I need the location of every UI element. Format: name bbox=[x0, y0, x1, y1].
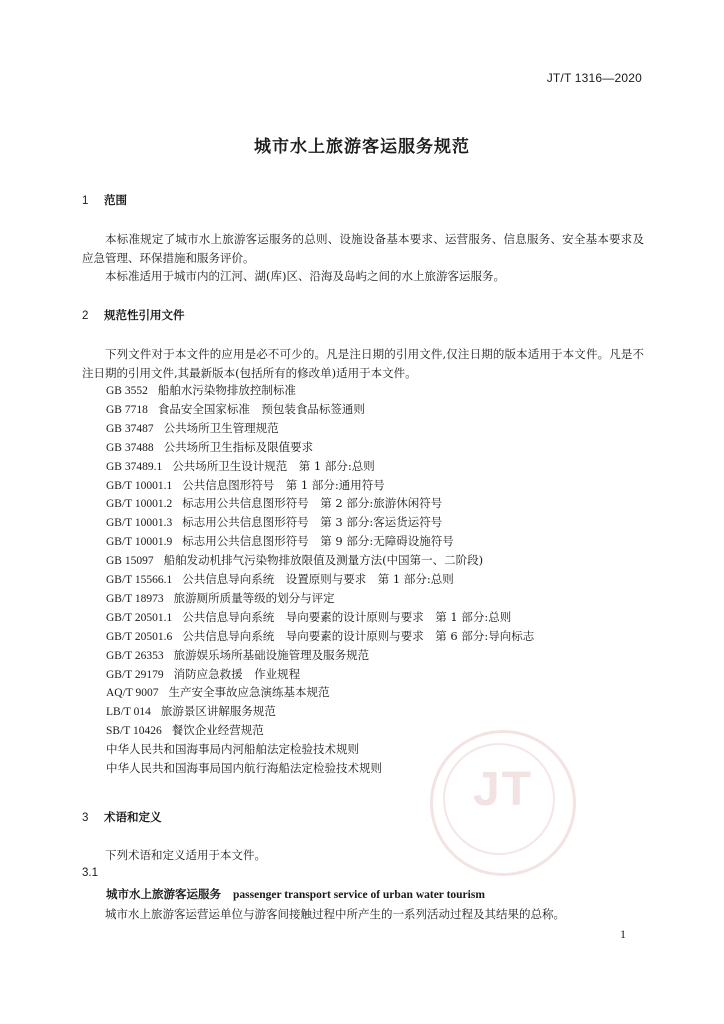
reference-code: LB/T 014 bbox=[106, 706, 151, 719]
section-title: 范围 bbox=[104, 193, 127, 207]
paragraph: 下列术语和定义适用于本文件。 bbox=[105, 848, 266, 862]
reference-item bbox=[106, 609, 511, 625]
reference-item bbox=[106, 458, 375, 474]
reference-title: 船舶发动机排气污染物排放限值及测量方法(中国第一、二阶段) bbox=[163, 553, 484, 568]
section-title: 规范性引用文件 bbox=[104, 308, 185, 322]
reference-title: 中华人民共和国海事局国内航行海船法定检验技术规则 bbox=[106, 761, 382, 775]
section-number: 3 bbox=[82, 812, 89, 824]
reference-title: 标志用公共信息图形符号 第 9 部分:无障碍设施符号 bbox=[182, 534, 454, 549]
reference-item bbox=[106, 571, 454, 587]
reference-item bbox=[106, 722, 264, 738]
reference-item bbox=[106, 552, 483, 568]
reference-title: 标志用公共信息图形符号 第 2 部分:旅游休闲符号 bbox=[182, 496, 443, 511]
reference-item bbox=[106, 477, 385, 493]
reference-item bbox=[106, 741, 359, 757]
reference-code: GB 37488 bbox=[106, 441, 154, 454]
reference-code: GB 37487 bbox=[106, 422, 154, 435]
reference-code: GB/T 26353 bbox=[106, 649, 164, 662]
reference-code: GB 15097 bbox=[106, 555, 154, 568]
reference-code: GB/T 10001.3 bbox=[106, 517, 173, 530]
section-number: 1 bbox=[82, 195, 89, 207]
reference-title: 餐饮企业经营规范 bbox=[171, 723, 264, 738]
reference-code: GB/T 18973 bbox=[106, 592, 164, 605]
reference-item bbox=[106, 382, 296, 398]
reference-code: GB/T 15566.1 bbox=[106, 574, 173, 586]
reference-title: 消防应急救援 作业规程 bbox=[173, 666, 301, 681]
term-heading bbox=[106, 886, 485, 902]
reference-title: 公共场所卫生设计规范 第 1 部分:总则 bbox=[172, 458, 375, 473]
term-number: 3.1 bbox=[82, 867, 98, 879]
section-heading bbox=[82, 307, 185, 323]
reference-code: GB/T 20501.6 bbox=[106, 630, 173, 643]
reference-title: 船舶水污染物排放控制标准 bbox=[157, 383, 296, 397]
reference-item bbox=[106, 401, 365, 417]
reference-title: 公共场所卫生指标及限值要求 bbox=[163, 439, 314, 454]
term-en: passenger transport service of urban water tourism bbox=[233, 889, 485, 901]
section-heading bbox=[82, 192, 127, 208]
reference-item bbox=[106, 495, 442, 511]
reference-code: GB 3552 bbox=[106, 385, 148, 397]
standard-number: JT/T 1316—2020 bbox=[546, 71, 642, 85]
reference-title: 旅游景区讲解服务规范 bbox=[160, 704, 276, 719]
reference-item bbox=[106, 647, 369, 663]
reference-title: 旅游娱乐场所基础设施管理及服务规范 bbox=[173, 647, 370, 662]
reference-title: 公共信息导向系统 设置原则与要求 第 1 部分:总则 bbox=[182, 572, 454, 586]
reference-code: AQ/T 9007 bbox=[106, 687, 159, 700]
reference-code: GB/T 29179 bbox=[106, 668, 164, 681]
reference-title: 食品安全国家标准 预包装食品标签通则 bbox=[157, 401, 365, 416]
reference-code: SB/T 10426 bbox=[106, 725, 162, 738]
reference-title: 中华人民共和国海事局内河船舶法定检验技术规则 bbox=[106, 742, 359, 757]
reference-item bbox=[106, 590, 335, 606]
reference-item bbox=[106, 628, 534, 644]
reference-item bbox=[106, 533, 454, 549]
reference-title: 标志用公共信息图形符号 第 3 部分:客运货运符号 bbox=[182, 515, 443, 530]
reference-item bbox=[106, 514, 442, 530]
reference-title: 公共信息图形符号 第 1 部分:通用符号 bbox=[182, 477, 385, 492]
reference-title: 公共信息导向系统 导向要素的设计原则与要求 第 1 部分:总则 bbox=[182, 609, 512, 624]
reference-code: GB/T 10001.2 bbox=[106, 498, 173, 511]
section-number: 2 bbox=[82, 310, 89, 322]
reference-title: 旅游厕所质量等级的划分与评定 bbox=[173, 590, 335, 605]
paragraph: 下列文件对于本文件的应用是必不可少的。凡是注日期的引用文件,仅注日期的版本适用于本文件。凡是不注日期的引用文件,其最新版本(包括所有的修改单)适用于本文件。 bbox=[82, 347, 644, 380]
reference-item bbox=[106, 420, 279, 436]
reference-code: GB 7718 bbox=[106, 403, 148, 416]
reference-title: 公共信息导向系统 导向要素的设计原则与要求 第 6 部分:导向标志 bbox=[182, 628, 535, 643]
section-title: 术语和定义 bbox=[104, 810, 162, 824]
reference-item bbox=[106, 703, 276, 719]
reference-item bbox=[106, 666, 300, 682]
paragraph: 本标准适用于城市内的江河、湖(库)区、沿海及岛屿之间的水上旅游客运服务。 bbox=[105, 269, 505, 283]
reference-title: 生产安全事故应急演练基本规范 bbox=[168, 685, 330, 700]
watermark-logo: JT bbox=[472, 763, 533, 816]
reference-title: 公共场所卫生管理规范 bbox=[163, 420, 279, 435]
reference-code: GB/T 10001.9 bbox=[106, 536, 173, 549]
reference-code: GB/T 10001.1 bbox=[106, 479, 173, 492]
reference-item bbox=[106, 684, 330, 700]
paragraph: 本标准规定了城市水上旅游客运服务的总则、设施设备基本要求、运营服务、信息服务、安全基本要求及应急管理、环保措施和服务评价。 bbox=[82, 232, 644, 265]
page-number: 1 bbox=[620, 927, 626, 941]
reference-code: GB/T 20501.1 bbox=[106, 611, 173, 624]
reference-item bbox=[106, 760, 382, 776]
reference-item bbox=[106, 439, 313, 455]
term-definition: 城市水上旅游客运营运单位与游客间接触过程中所产生的一系列活动过程及其结果的总称。 bbox=[105, 907, 565, 921]
page-title: 城市水上旅游客运服务规范 bbox=[254, 137, 470, 157]
term-zh: 城市水上旅游客运服务 bbox=[106, 887, 221, 901]
section-heading bbox=[82, 809, 162, 825]
reference-code: GB 37489.1 bbox=[106, 460, 163, 473]
